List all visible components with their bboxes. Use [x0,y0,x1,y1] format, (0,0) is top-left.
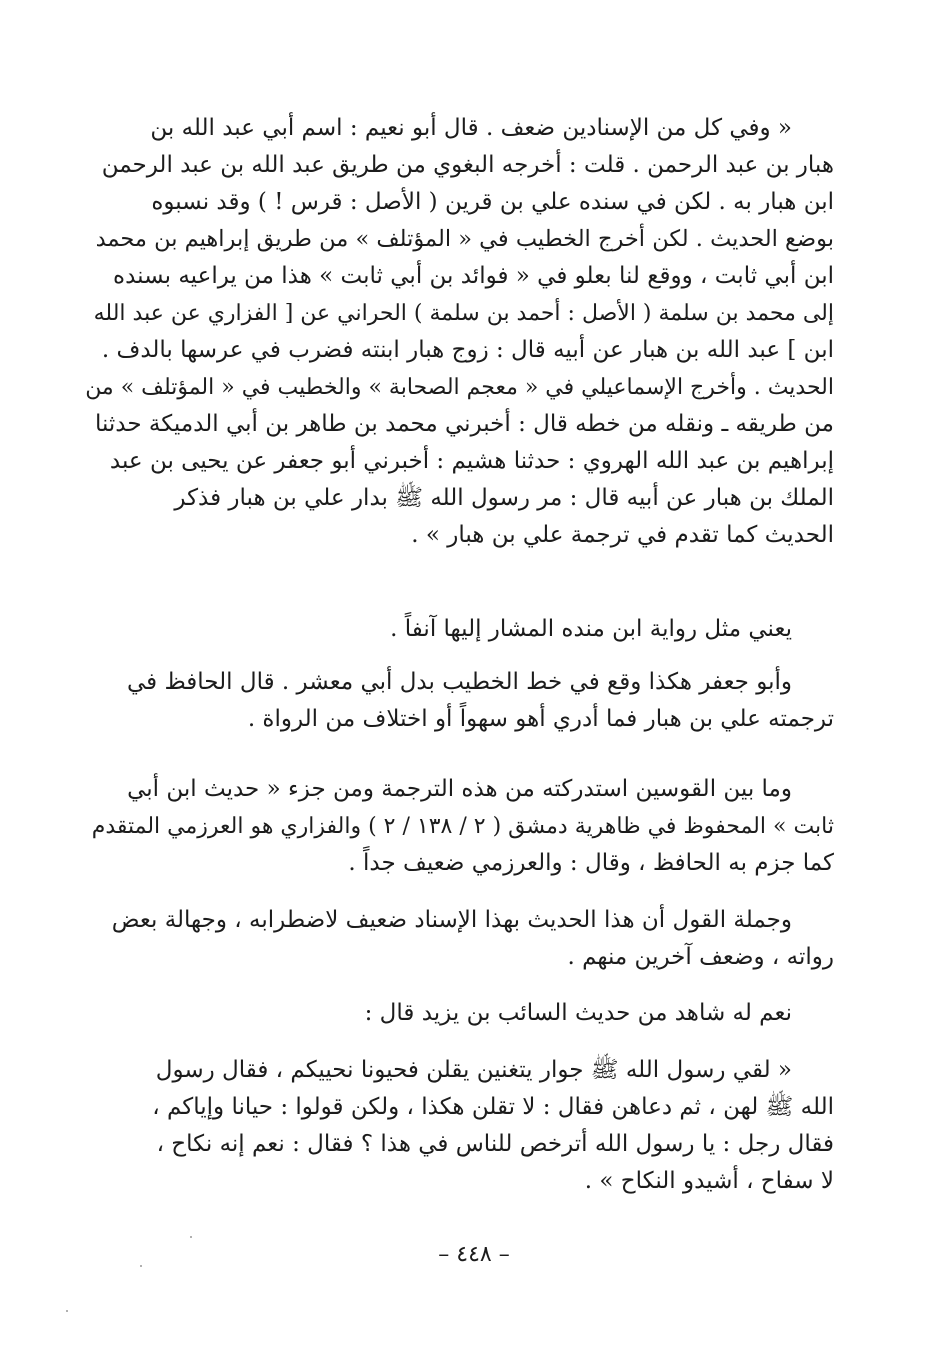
text-line: الملك بن هبار عن أبيه قال : مر رسول الله ﷺ بدار علي بن هبار فذكر [174,485,834,511]
text-line: ترجمته علي بن هبار فما أدري أهو سهواً أو اختلاف من الرواة . [247,706,834,732]
text-line: كما جزم به الحافظ ، وقال : والعرزمي ضعيف جداً . [348,850,834,876]
text-line: لا سفاح ، أشيدو النكاح » . [584,1168,834,1194]
text-line: إبراهيم بن عبد الله الهروي : حدثنا هشيم : أخبرني أبو جعفر عن يحيى بن عبد [109,448,834,474]
scan-speck [140,1265,142,1267]
text-line: « وفي كل من الإسنادين ضعف . قال أبو نعيم : اسم أبي عبد الله بن [150,115,792,141]
text-line: هبار بن عبد الرحمن . قلت : أخرجه البغوي من طريق عبد الله بن عبد الرحمن [101,152,834,178]
brackets-note-paragraph [84,771,834,882]
text-line: الحديث . وأخرج الإسماعيلي في « معجم الصحابة » والخطيب في « المؤتلف » من [85,375,834,400]
text-line: ثابت » المحفوظ في ظاهرية دمشق ( ٢ / ١٣٨ / ٢ ) والفزاري هو العرزمي المتقدم [91,814,834,839]
abu-jafar-paragraph [84,664,834,738]
summary-paragraph [84,902,834,976]
text-line: رواته ، وضعف آخرين منهم . [567,944,834,970]
text-line: وما بين القوسين استدركته من هذه الترجمة ومن جزء « حديث ابن أبي [127,776,792,802]
text-line: بوضع الحديث . لكن أخرج الخطيب في « المؤتلف » من طريق إبراهيم بن محمد [95,226,834,252]
text-line: ابن ] عبد الله بن هبار عن أبيه قال : زوج هبار ابنته فضرب في عرسها بالدف . [101,337,834,363]
text-line: الله ﷺ لهن ، ثم دعاهن فقال : لا تقلن هكذا ، ولكن قولوا : حيانا وإياكم ، [152,1094,834,1120]
text-line: فقال رجل : يا رسول الله أترخص للناس في هذا ؟ فقال : نعم إنه نكاح ، [156,1131,834,1157]
scan-speck [66,1310,68,1312]
text-line: الحديث كما تقدم في ترجمة علي بن هبار » . [411,522,834,548]
witness-intro-paragraph [84,995,834,1032]
scan-speck [190,1236,192,1238]
text-line: وأبو جعفر هكذا وقع في خط الخطيب بدل أبي معشر . قال الحافظ في [127,669,792,695]
text-line: نعم له شاهد من حديث السائب بن يزيد قال : [364,1000,792,1026]
text-line: يعني مثل رواية ابن منده المشار إليها آنفاً . [390,616,792,642]
page-number: – ٤٤٨ – [438,1242,510,1267]
text-line: من طريقه ـ ونقله من خطه قال : أخبرني محمد بن طاهر بن أبي الدميكة حدثنا [94,411,834,437]
text-line: « لقي رسول الله ﷺ جوار يتغنين يقلن فحيونا نحييكم ، فقال رسول [155,1057,792,1083]
footnote-paragraph-1 [84,110,834,554]
text-line: ابن أبي ثابت ، ووقع لنا بعلو في « فوائد بن أبي ثابت » هذا من يراعيه بسنده [113,263,834,289]
explanation-paragraph [84,611,834,648]
text-line: إلى محمد بن سلمة ( الأصل : أحمد بن سلمة ) الحراني عن [ الفزاري عن عبد الله [93,301,834,326]
text-line: وجملة القول أن هذا الحديث بهذا الإسناد ضعيف لاضطرابه ، وجهالة بعض [111,907,792,933]
hadith-quote-paragraph [84,1052,834,1200]
text-line: ابن هبار به . لكن في سنده علي بن قرين ( الأصل : قرس ! ) وقد نسبوه [151,189,834,215]
